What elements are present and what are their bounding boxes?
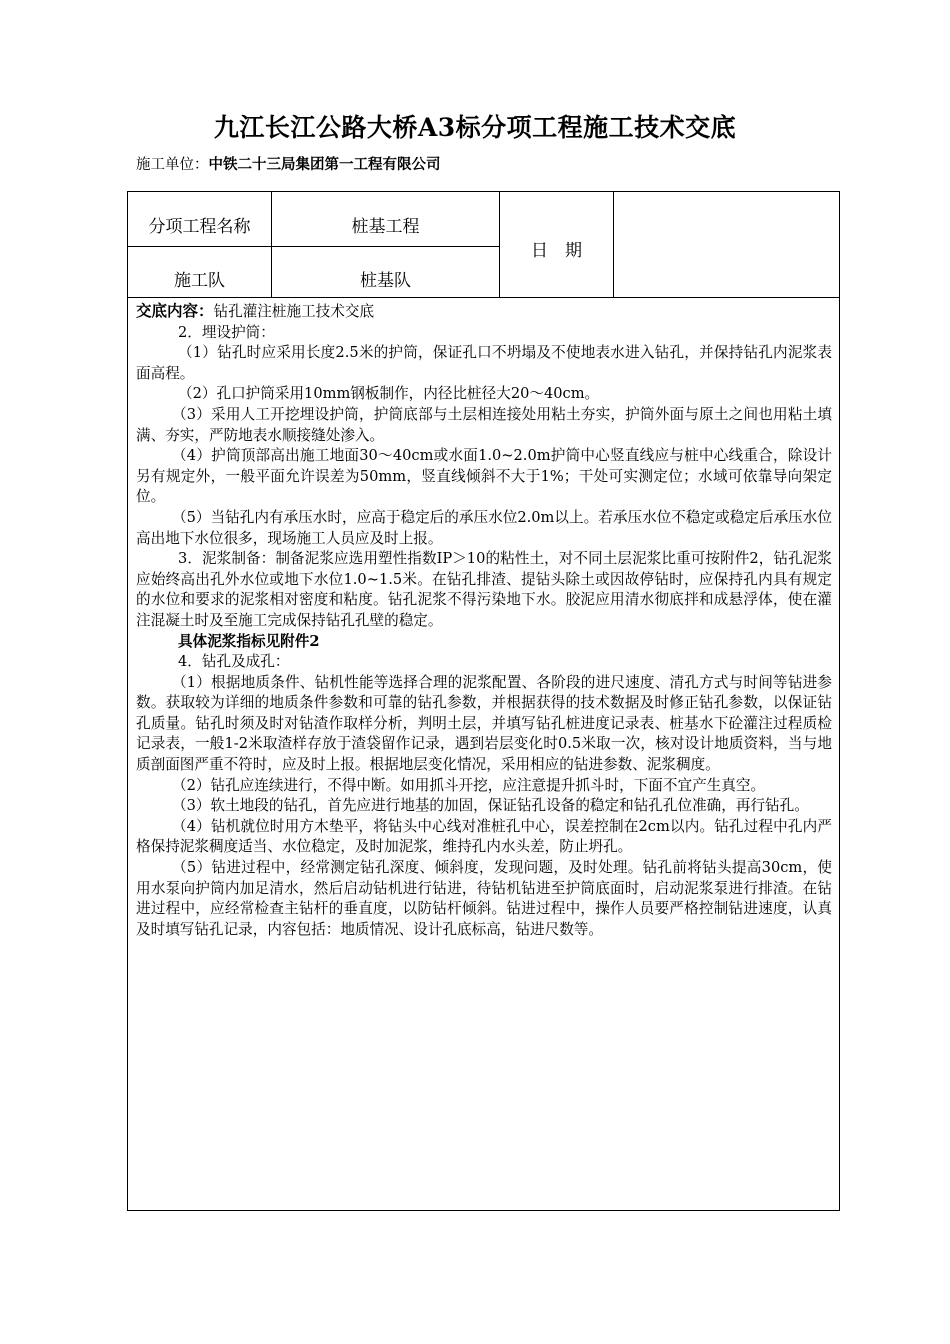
paragraph: （5）当钻孔内有承压水时，应高于稳定后的承压水位2.0m以上。若承压水位不稳定或稳定后承压水位高出地下水位很多，现场施工人员应及时上报。: [136, 508, 832, 547]
paragraph: 2．埋设护筒：: [178, 323, 275, 341]
disclosure-content: [136, 301, 832, 940]
project-name-label: 分项工程名称: [148, 217, 251, 237]
paragraph: （5）钻进过程中，经常测定钻孔深度、倾斜度，发现问题，及时处理。钻孔前将钻头提高30cm，使用水泵向护筒内加足清水，然后启动钻机进行钻进，待钻机钻进至护筒底面时，启动泥浆泵进行排渣。在钻进过程中，应经常检查主钻杆的垂直度，以防钻杆倾斜。钻进过程中，操作人员要严格控制钻进速度，认真及时填写钻孔记录，内容包括：地质情况、设计孔底标高，钻进尺数等。: [136, 859, 832, 938]
paragraph: 具体泥浆指标见附件2: [178, 632, 320, 650]
paragraph: （2）钻孔应连续进行，不得中断。如用抓斗开挖，应注意提升抓斗时，下面不宜产生真空。: [172, 776, 766, 794]
paragraph: 4．钻孔及成孔：: [178, 653, 290, 671]
paragraph: 3．泥浆制备：制备泥浆应选用塑性指数IP＞10的粘性土，对不同土层泥浆比重可按附件2，钻孔泥浆应始终高出孔外水位或地下水位1.0~1.5米。在钻孔排渣、提钻头除土或因故停钻时，应保持孔内具有规定的水位和要求的泥浆相对密度和粘度。钻孔泥浆不得污染地下水。胶泥应用清水彻底拌和成悬浮体，使在灌注混凝土时及至施工完成保持钻孔孔壁的稳定。: [136, 550, 832, 629]
table-divider: [127, 297, 840, 298]
paragraph: （4）护筒顶部高出施工地面30～40cm或水面1.0~2.0m护筒中心竖直线应与桩中心线重合，除设计另有规定外，一般平面允许误差为50mm，竖直线倾斜不大于1%；干处可实测定位；水域可依靠导向架定位。: [136, 447, 832, 506]
content-heading: 交底内容：: [136, 301, 214, 320]
team-label: 施工队: [174, 271, 225, 291]
paragraph: （3）软土地段的钻孔，首先应进行地基的加固，保证钻孔设备的稳定和钻孔孔位准确，再行钻孔。: [172, 797, 809, 815]
content-heading-text: 钻孔灌注桩施工技术交底: [213, 303, 375, 320]
team-value: 桩基队: [360, 271, 411, 291]
paragraph: （4）钻机就位时用方木垫平，将钻头中心线对准桩孔中心，误差控制在2cm以内。钻孔过程中孔内严格保持泥浆稠度适当、水位稳定，及时加泥浆，维持孔内水头差，防止坍孔。: [136, 817, 832, 856]
table-divider: [127, 246, 499, 247]
project-name-value: 桩基工程: [351, 217, 420, 237]
paragraph: （1）根据地质条件、钻机性能等选择合理的泥浆配置、各阶段的进尺速度、清孔方式与时间等钻进参数。获取较为详细的地质条件参数和可靠的钻孔参数，并根据获得的技术数据及时修正钻孔参数，以保证钻孔质量。钻孔时须及时对钻渣作取样分析，判明土层，并填写钻孔桩进度记录表、桩基水下砼灌注过程质检记录表，一般1-2米取渣样存放于渣袋留作记录，遇到岩层变化时0.5米取一次，核对设计地质资料，当与地质剖面图严重不符时，应及时上报。根据地层变化情况，采用相应的钻进参数、泥浆稠度。: [136, 673, 832, 774]
construction-unit-value: 中铁二十三局集团第一工程有限公司: [208, 156, 441, 173]
construction-unit: [136, 153, 441, 174]
paragraph: （1）钻孔时应采用长度2.5米的护筒，保证孔口不坍塌及不使地表水进入钻孔，并保持钻孔内泥浆表面高程。: [136, 344, 832, 382]
document-title: 九江长江公路大桥A3标分项工程施工技术交底: [213, 113, 737, 142]
table-divider: [613, 191, 614, 297]
construction-unit-label: 施工单位：: [136, 157, 209, 173]
paragraph: （2）孔口护筒采用10mm钢板制作，内径比桩径大20～40cm。: [178, 385, 600, 403]
paragraph: （3）采用人工开挖埋设护筒，护筒底部与土层相连接处用粘土夯实，护筒外面与原土之间也用粘土填满、夯实，严防地表水顺接缝处渗入。: [136, 405, 832, 444]
date-label: 日 期: [531, 241, 582, 261]
